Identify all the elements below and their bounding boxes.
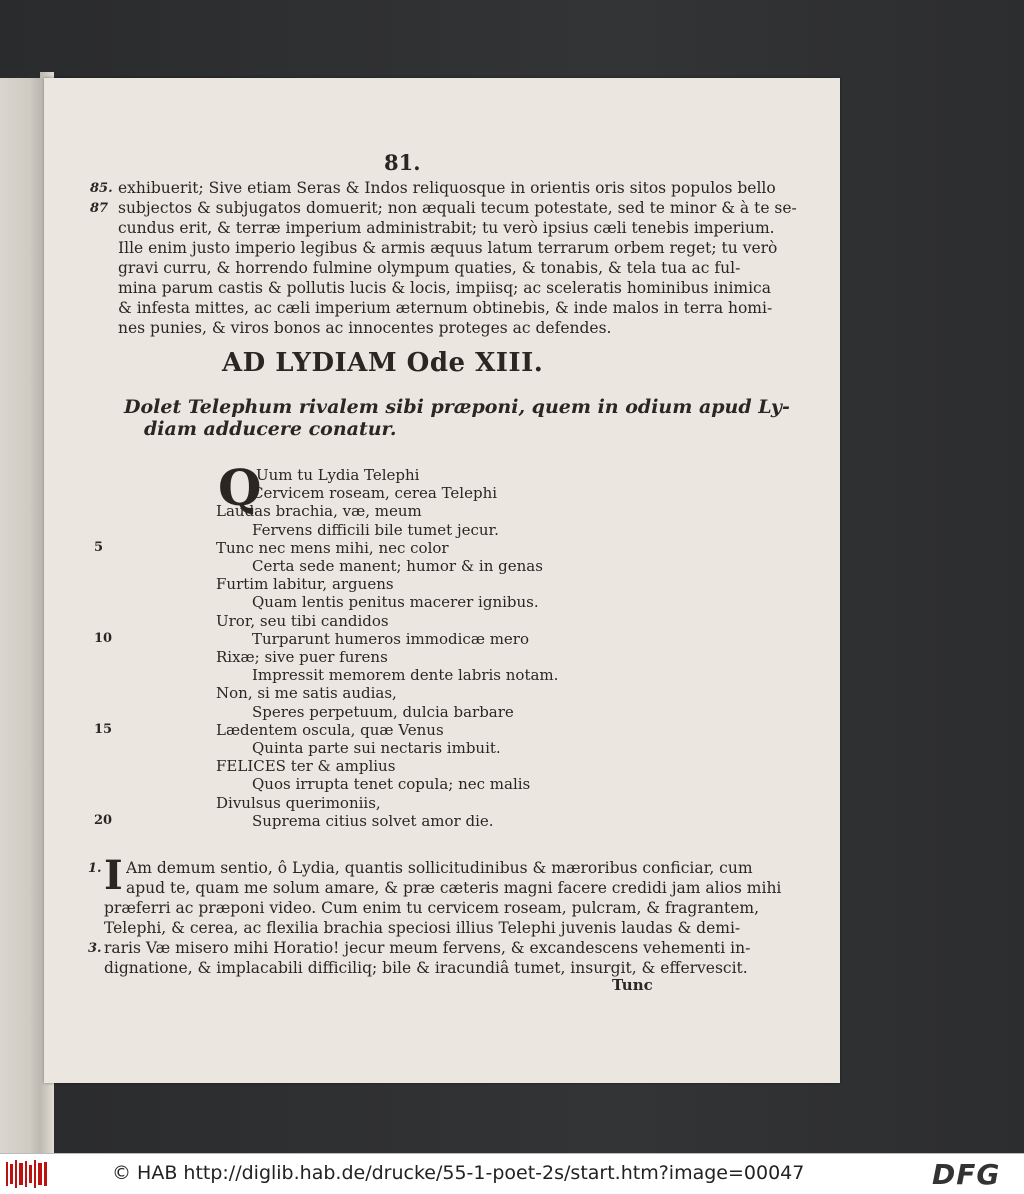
page-number: 81. (384, 150, 421, 175)
facing-page-marginalia (2, 248, 38, 948)
commentary-line: mina parum castis & pollutis lucis & locis, impiisq; ac sceleratis hominibus inimica (118, 279, 771, 297)
verse-line: Uum tu Lydia Telephi (256, 466, 420, 484)
commentary-line: & infesta mittes, ac cæli imperium æternum obtinebis, & inde malos in terra homi- (118, 299, 773, 317)
margin-number: 87 (90, 201, 109, 216)
book-page (44, 78, 840, 1083)
commentary-line: apud te, quam me solum amare, & præ cæteris magni facere credidi jam alios mihi (126, 879, 782, 897)
commentary-line: subjectos & subjugatos domuerit; non æquali tecum potestate, sed te minor & à te se- (118, 199, 797, 217)
commentary-line: præferri ac præponi video. Cum enim tu cervicem roseam, pulcram, & fragrantem, (104, 899, 760, 917)
verse-line: Lædentem oscula, quæ Venus (216, 720, 444, 739)
dfg-logo: DFG (932, 1158, 1001, 1191)
verse-line: FELICES ter & amplius (216, 757, 396, 776)
commentary-line: Telephi, & cerea, ac flexilia brachia speciosi illius Telephi juvenis laudas & demi- (104, 919, 741, 937)
verse-line: Quos irrupta tenet copula; nec malis (252, 775, 531, 794)
commentary-line: cundus erit, & terræ imperium administrabit; tu verò ipsius cæli tenebis imperium. (118, 219, 775, 237)
commentary-line: gravi curru, & horrendo fulmine olympum quaties, & tonabis, & tela tua ac ful- (118, 259, 741, 277)
margin-number: 85. (90, 181, 113, 196)
margin-number: 3. (88, 941, 102, 956)
verse-line: Certa sede manent; humor & in genas (252, 557, 543, 575)
commentary-line: raris Væ misero mihi Horatio! jecur meum fervens, & excandescens vehementi in- (104, 939, 751, 957)
verse-line: Quinta parte sui nectaris imbuit. (252, 739, 501, 757)
verse-line: Suprema citius solvet amor die. (252, 811, 494, 830)
commentary-line: Ille enim justo imperio legibus & armis æquus latum terrarum orbem reget; tu verò (118, 239, 778, 257)
commentary-line: exhibuerit; Sive etiam Seras & Indos reliquosque in orientis oris sitos populos bello (118, 179, 776, 197)
commentary-line: Am demum sentio, ô Lydia, quantis sollicitudinibus & mæroribus conficiar, cum (126, 859, 753, 877)
verse-line: Divulsus querimoniis, (216, 793, 381, 812)
verse-number: 10 (94, 630, 113, 646)
verse-line: Cervicem roseam, cerea Telephi (252, 484, 498, 503)
footer-copyright-url: © HAB http://diglib.hab.de/drucke/55-1-poet-2s/start.htm?image=00047 (112, 1162, 805, 1184)
verse-number: 15 (94, 721, 113, 737)
ode-argument (124, 396, 790, 440)
verse-line: Non, si me satis audias, (216, 684, 397, 703)
commentary-line: nes punies, & viros bonos ac innocentes proteges ac defendes. (118, 319, 612, 337)
margin-number: 1. (88, 861, 102, 876)
commentary-line: dignatione, & implacabili difficiliq; bile & iracundiâ tumet, insurgit, & effervescit. (104, 959, 748, 977)
argument-line-1: Dolet Telephum rivalem sibi præponi, quem in odium apud Ly- (124, 396, 790, 418)
commentary-dropcap: I (104, 852, 123, 899)
verse-number: 5 (94, 539, 104, 555)
ode-title: AD LYDIAM Ode XIII. (222, 348, 544, 378)
verse-line: Impressit memorem dente labris notam. (252, 666, 559, 685)
verse-line: Laudas brachia, væ, meum (216, 502, 422, 521)
verse-line: Uror, seu tibi candidos (216, 611, 389, 630)
facing-page-edge (0, 78, 43, 1153)
verse-line: Tunc nec mens mihi, nec color (216, 538, 449, 557)
verse-dropcap: Q (218, 458, 262, 517)
footer-bar (0, 1153, 1024, 1194)
verse-line: Fervens difficili bile tumet jecur. (252, 520, 499, 539)
catchword: Tunc (612, 976, 653, 994)
hab-barcode-logo-icon (6, 1160, 48, 1188)
verse-line: Speres perpetuum, dulcia barbare (252, 702, 514, 721)
verse-line: Furtim labitur, arguens (216, 575, 394, 594)
verse-line: Quam lentis penitus macerer ignibus. (252, 593, 539, 612)
verse-number: 20 (94, 812, 113, 828)
argument-line-2: diam adducere conatur. (144, 418, 397, 440)
verse-line: Rixæ; sive puer furens (216, 648, 388, 666)
verse-line: Turparunt humeros immodicæ mero (252, 629, 530, 648)
